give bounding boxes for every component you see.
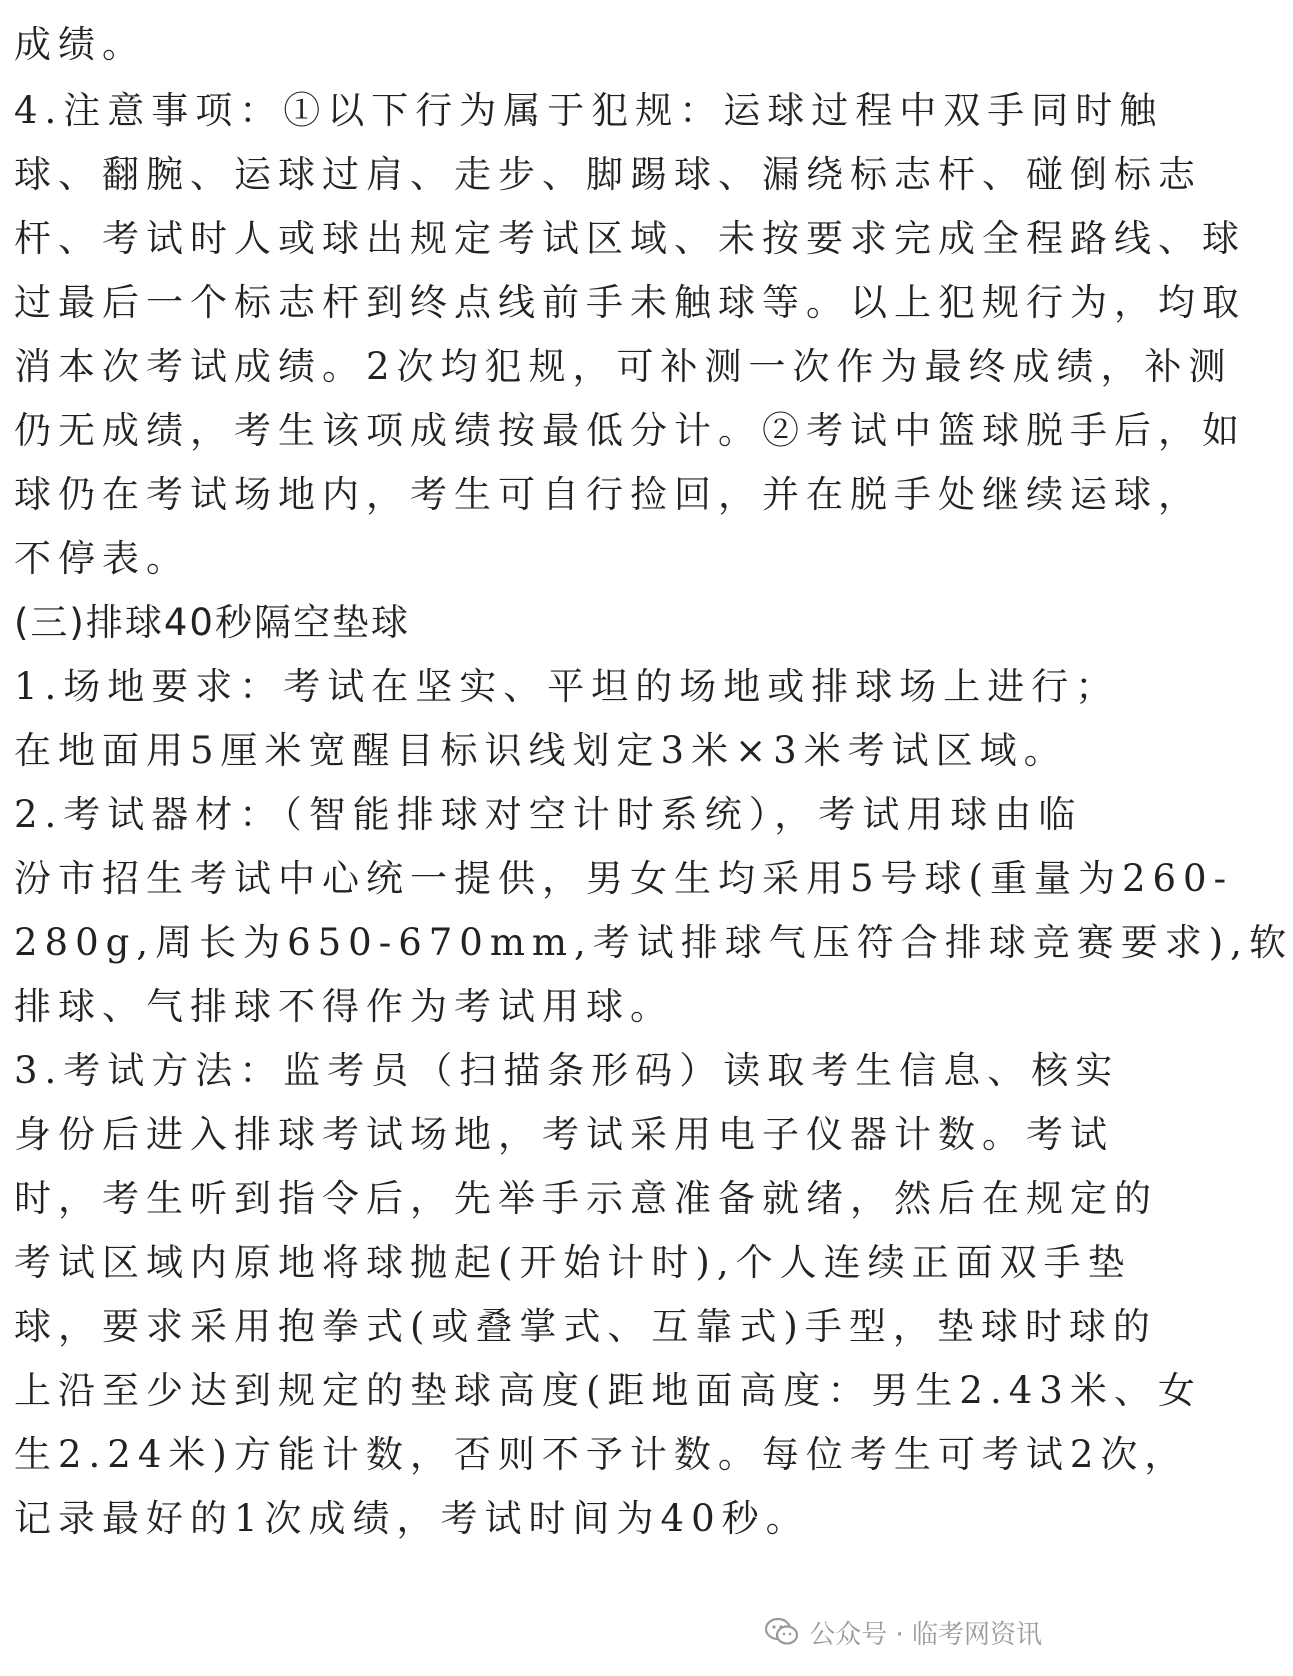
text-line: 仍无成绩，考生该项成绩按最低分计。②考试中篮球脱手后，如	[14, 409, 1246, 452]
text-line: 2.考试器材：（智能排球对空计时系统），考试用球由临	[14, 793, 1083, 836]
text-line: 杆、考试时人或球出规定考试区域、未按要求完成全程路线、球	[14, 217, 1246, 260]
text-line: 球仍在考试场地内，考生可自行捡回，并在脱手处继续运球，	[14, 473, 1202, 516]
text-line: 1.场地要求：考试在坚实、平坦的场地或排球场上进行；	[14, 665, 1120, 708]
text-line: 生2.24米)方能计数，否则不予计数。每位考生可考试2次，	[14, 1433, 1189, 1476]
text-line: 考试区域内原地将球抛起(开始计时),个人连续正面双手垫	[14, 1241, 1132, 1284]
text-line: 过最后一个标志杆到终点线前手未触球等。以上犯规行为，均取	[14, 281, 1246, 324]
text-line: 消本次考试成绩。2次均犯规，可补测一次作为最终成绩，补测	[14, 345, 1233, 388]
section-heading: (三)排球40秒隔空垫球	[14, 601, 410, 644]
text-line: 身份后进入排球考试场地，考试采用电子仪器计数。考试	[14, 1113, 1114, 1156]
text-line: 球、翻腕、运球过肩、走步、脚踢球、漏绕标志杆、碰倒标志	[14, 153, 1202, 196]
text-line: 上沿至少达到规定的垫球高度(距地面高度：男生2.43米、女	[14, 1369, 1202, 1412]
watermark-text: 公众号 · 临考网资讯	[809, 1619, 1042, 1650]
watermark	[765, 1610, 1042, 1654]
text-line: 在地面用5厘米宽醒目标识线划定3米×3米考试区域。	[14, 729, 1068, 772]
text-line: 280g,周长为650-670mm,考试排球气压符合排球竞赛要求),软	[14, 921, 1293, 964]
text-line: 排球、气排球不得作为考试用球。	[14, 985, 674, 1028]
text-line: 球，要求采用抱拳式(或叠掌式、互靠式)手型，垫球时球的	[14, 1305, 1157, 1348]
text-line: 不停表。	[14, 537, 190, 580]
text-line: 3.考试方法：监考员（扫描条形码）读取考生信息、核实	[14, 1049, 1120, 1092]
text-line: 4.注意事项：①以下行为属于犯规：运球过程中双手同时触	[14, 89, 1164, 132]
wechat-icon	[765, 1617, 799, 1647]
text-line: 记录最好的1次成绩，考试时间为40秒。	[14, 1497, 810, 1540]
text-line: 成绩。	[14, 23, 146, 66]
text-line: 时，考生听到指令后，先举手示意准备就绪，然后在规定的	[14, 1177, 1158, 1220]
text-line: 汾市招生考试中心统一提供，男女生均采用5号球(重量为260-	[14, 857, 1234, 900]
